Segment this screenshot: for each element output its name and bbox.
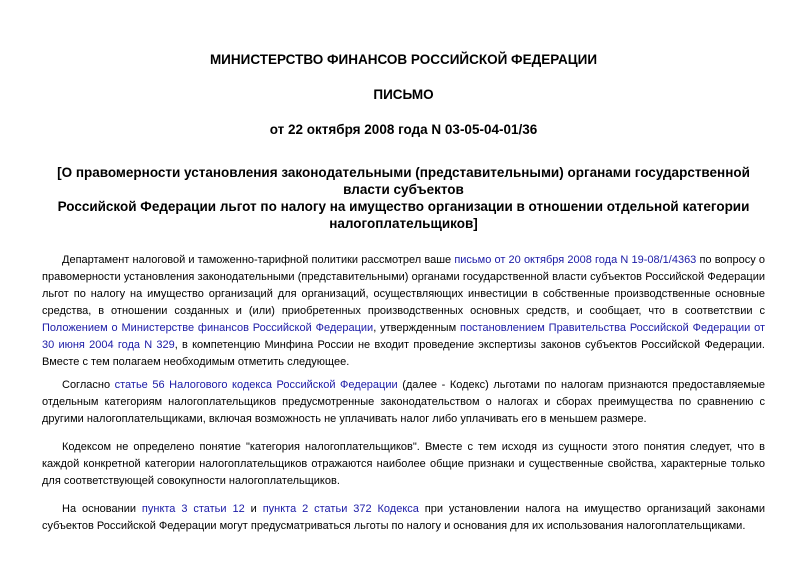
link-letter-20-oct-2008[interactable]: письмо от 20 октября 2008 года N 19-08/1/4363 (454, 254, 697, 266)
p2-text-1: Согласно (62, 379, 115, 391)
link-government-resolution-329[interactable]: постановлением Правительства Российской Федерации от 30 июня 2004 года N 329 (42, 322, 765, 351)
paragraph-2 (42, 377, 765, 428)
p4-text-2: и (244, 503, 263, 515)
document-subject (50, 164, 757, 232)
p1-text-4: , в компетенцию Минфина России не входит проведение экспертизы законов субъектов Российской Федерации. Вместе с тем полагаем необходимым отметить следующее. (42, 339, 765, 368)
p4-text-1: На основании (62, 503, 142, 515)
paragraph-1 (42, 252, 765, 371)
subject-line-1: [О правомерности установления законодательными (представительными) органами государственной власти субъектов (57, 165, 750, 197)
p1-text-2: по вопросу о правомерности установления законодательными (представительными) органами государственной власти субъектов Российской Федерации льгот по налогу на имущество организаций для организаций, осуществляющих инвестиции в собственные производственные основные средства, в отношении созданных и (или) приобретенных производственных основных средств, и сообщает, что в соответствии с (42, 254, 766, 317)
link-article-372-clause-2[interactable]: пункта 2 статьи 372 Кодекса (262, 503, 419, 515)
document-date-number: от 22 октября 2008 года N 03-05-04-01/36 (269, 122, 538, 137)
subject-line-2: Российской Федерации льгот по налогу на имущество организации в отношении отдельной категории налогоплательщиков] (57, 199, 750, 231)
p4-text-3: при установлении налога на имущество организаций законами субъектов Российской Федерации могут предусматриваться льготы по налогу и основания для их использования налогоплательщиками. (42, 503, 765, 532)
p1-text-3: , утвержденным (373, 322, 460, 334)
p1-text-1: Департамент налоговой и таможенно-тарифной политики рассмотрел ваше (62, 254, 455, 266)
p2-text-2: (далее - Кодекс) льготами по налогам признаются предоставляемые отдельным категориям налогоплательщиков предусмотренные законодательством о налогах и сборах преимущества по сравнению с другими налогоплательщиками, включая возможность не уплачивать налог либо уплачивать его в меньшем размере. (42, 379, 765, 425)
paragraph-4 (42, 501, 765, 535)
paragraph-3 (42, 439, 765, 490)
ministry-title: МИНИСТЕРСТВО ФИНАНСОВ РОССИЙСКОЙ ФЕДЕРАЦИИ (209, 52, 598, 67)
document-type: ПИСЬМО (373, 87, 434, 102)
link-tax-code-article-56[interactable]: статье 56 Налогового кодекса Российской Федерации (114, 379, 398, 391)
link-regulation-ministry-finance[interactable]: Положением о Министерстве финансов Российской Федерации (42, 322, 374, 334)
p3-text-1: Кодексом не определено понятие "категория налогоплательщиков". Вместе с тем исходя из сущности этого понятия следует, что в каждой конкретной категории налогоплательщиков отражаются наиболее общие признаки и существенные свойства, характерные только для соответствующей совокупности налогоплательщиков. (42, 441, 765, 487)
link-article-12-clause-3[interactable]: пункта 3 статьи 12 (141, 503, 245, 515)
